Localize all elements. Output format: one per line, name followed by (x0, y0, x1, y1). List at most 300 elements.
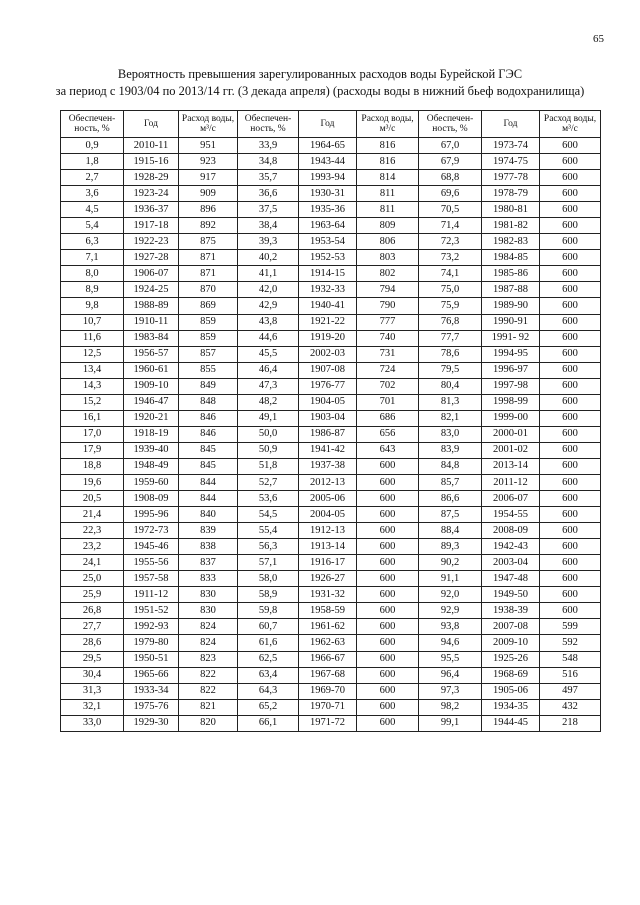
year-cell: 2000-01 (482, 426, 540, 442)
probability-cell: 65,2 (238, 699, 299, 715)
probability-cell: 68,8 (419, 170, 482, 186)
table-row (61, 250, 601, 266)
discharge-cell: 820 (179, 715, 238, 731)
year-cell: 1983-84 (124, 330, 179, 346)
year-cell: 1933-34 (124, 683, 179, 699)
discharge-cell: 811 (357, 186, 419, 202)
probability-cell: 0,9 (61, 138, 124, 154)
year-cell: 1909-10 (124, 378, 179, 394)
table-row (61, 426, 601, 442)
probability-cell: 59,8 (238, 603, 299, 619)
year-cell: 1919-20 (299, 330, 357, 346)
discharge-cell: 432 (540, 699, 601, 715)
discharge-cell: 600 (540, 474, 601, 490)
probability-cell: 58,0 (238, 571, 299, 587)
year-cell: 1929-30 (124, 715, 179, 731)
discharge-cell: 822 (179, 667, 238, 683)
probability-cell: 95,5 (419, 651, 482, 667)
year-cell: 2001-02 (482, 442, 540, 458)
year-cell: 1955-56 (124, 555, 179, 571)
year-cell: 1968-69 (482, 667, 540, 683)
probability-cell: 60,7 (238, 619, 299, 635)
year-cell: 1905-06 (482, 683, 540, 699)
year-cell: 1977-78 (482, 170, 540, 186)
table-row (61, 458, 601, 474)
year-cell: 1951-52 (124, 603, 179, 619)
year-cell: 1921-22 (299, 314, 357, 330)
probability-cell: 90,2 (419, 555, 482, 571)
year-cell: 1953-54 (299, 234, 357, 250)
year-cell: 1959-60 (124, 474, 179, 490)
discharge-cell: 809 (357, 218, 419, 234)
discharge-cell: 839 (179, 523, 238, 539)
year-cell: 1907-08 (299, 362, 357, 378)
year-cell: 1904-05 (299, 394, 357, 410)
discharge-cell: 917 (179, 170, 238, 186)
discharge-cell: 790 (357, 298, 419, 314)
probability-cell: 20,5 (61, 491, 124, 507)
discharge-cell: 600 (357, 523, 419, 539)
table-row (61, 266, 601, 282)
probability-cell: 45,5 (238, 346, 299, 362)
year-cell: 1934-35 (482, 699, 540, 715)
discharge-cell: 600 (357, 619, 419, 635)
discharge-cell: 218 (540, 715, 601, 731)
header-probability: Обеспечен-ность, % (61, 111, 124, 138)
year-cell: 1960-61 (124, 362, 179, 378)
discharge-cell: 923 (179, 154, 238, 170)
discharge-cell: 871 (179, 266, 238, 282)
discharge-cell: 803 (357, 250, 419, 266)
probability-cell: 67,9 (419, 154, 482, 170)
probability-cell: 97,3 (419, 683, 482, 699)
probability-cell: 37,5 (238, 202, 299, 218)
discharge-cell: 600 (540, 330, 601, 346)
header-discharge: Расход воды, м³/с (357, 111, 419, 138)
year-cell: 1979-80 (124, 635, 179, 651)
probability-cell: 67,0 (419, 138, 482, 154)
probability-cell: 93,8 (419, 619, 482, 635)
discharge-cell: 656 (357, 426, 419, 442)
header-year: Год (124, 111, 179, 138)
year-cell: 1991- 92 (482, 330, 540, 346)
year-cell: 1995-96 (124, 507, 179, 523)
year-cell: 1962-63 (299, 635, 357, 651)
probability-cell: 10,7 (61, 314, 124, 330)
table-row (61, 138, 601, 154)
discharge-cell: 837 (179, 555, 238, 571)
discharge-cell: 830 (179, 587, 238, 603)
header-discharge: Расход воды, м³/с (179, 111, 238, 138)
discharge-cell: 600 (357, 715, 419, 731)
table-row (61, 683, 601, 699)
discharge-cell: 600 (540, 442, 601, 458)
discharge-cell: 600 (540, 426, 601, 442)
probability-cell: 42,9 (238, 298, 299, 314)
discharge-cell: 600 (540, 394, 601, 410)
discharge-cell: 600 (357, 571, 419, 587)
document-subtitle: за период с 1903/04 по 2013/14 гг. (3 декада апреля) (расходы воды в нижний бьеф водохранилища) (55, 84, 585, 98)
year-cell: 1945-46 (124, 539, 179, 555)
probability-cell: 33,0 (61, 715, 124, 731)
year-cell: 1984-85 (482, 250, 540, 266)
table-row (61, 394, 601, 410)
discharge-cell: 830 (179, 603, 238, 619)
discharge-cell: 600 (357, 699, 419, 715)
table-row (61, 410, 601, 426)
discharge-cell: 600 (357, 683, 419, 699)
probability-cell: 14,3 (61, 378, 124, 394)
probability-cell: 91,1 (419, 571, 482, 587)
probability-cell: 75,0 (419, 282, 482, 298)
discharge-cell: 600 (540, 523, 601, 539)
probability-cell: 94,6 (419, 635, 482, 651)
discharge-cell: 777 (357, 314, 419, 330)
year-cell: 1903-04 (299, 410, 357, 426)
table-row (61, 282, 601, 298)
table-row (61, 346, 601, 362)
discharge-cell: 600 (540, 138, 601, 154)
discharge-cell: 845 (179, 458, 238, 474)
year-cell: 1966-67 (299, 651, 357, 667)
discharge-cell: 600 (540, 314, 601, 330)
year-cell: 1931-32 (299, 587, 357, 603)
discharge-cell: 548 (540, 651, 601, 667)
probability-cell: 42,0 (238, 282, 299, 298)
probability-cell: 77,7 (419, 330, 482, 346)
probability-cell: 55,4 (238, 523, 299, 539)
probability-cell: 58,9 (238, 587, 299, 603)
discharge-cell: 849 (179, 378, 238, 394)
document-title: Вероятность превышения зарегулированных расходов воды Бурейской ГЭС (117, 67, 523, 81)
discharge-cell: 814 (357, 170, 419, 186)
probability-cell: 79,5 (419, 362, 482, 378)
probability-table (60, 110, 601, 732)
discharge-cell: 833 (179, 571, 238, 587)
year-cell: 1967-68 (299, 667, 357, 683)
year-cell: 1963-64 (299, 218, 357, 234)
year-cell: 1917-18 (124, 218, 179, 234)
table-row (61, 362, 601, 378)
table-row (61, 474, 601, 490)
discharge-cell: 592 (540, 635, 601, 651)
discharge-cell: 643 (357, 442, 419, 458)
discharge-cell: 600 (540, 170, 601, 186)
year-cell: 1999-00 (482, 410, 540, 426)
table-row (61, 154, 601, 170)
probability-cell: 92,0 (419, 587, 482, 603)
discharge-cell: 600 (540, 458, 601, 474)
probability-cell: 81,3 (419, 394, 482, 410)
year-cell: 1957-58 (124, 571, 179, 587)
probability-cell: 66,1 (238, 715, 299, 731)
probability-cell: 63,4 (238, 667, 299, 683)
probability-cell: 89,3 (419, 539, 482, 555)
table-body (61, 138, 601, 732)
probability-cell: 17,0 (61, 426, 124, 442)
year-cell: 1974-75 (482, 154, 540, 170)
discharge-cell: 600 (357, 458, 419, 474)
probability-cell: 17,9 (61, 442, 124, 458)
probability-cell: 72,3 (419, 234, 482, 250)
discharge-cell: 731 (357, 346, 419, 362)
discharge-cell: 702 (357, 378, 419, 394)
probability-cell: 54,5 (238, 507, 299, 523)
table-row (61, 651, 601, 667)
table-row (61, 442, 601, 458)
probability-cell: 84,8 (419, 458, 482, 474)
probability-cell: 92,9 (419, 603, 482, 619)
year-cell: 2005-06 (299, 491, 357, 507)
year-cell: 1912-13 (299, 523, 357, 539)
discharge-cell: 600 (540, 234, 601, 250)
discharge-cell: 848 (179, 394, 238, 410)
probability-cell: 12,5 (61, 346, 124, 362)
probability-cell: 19,6 (61, 474, 124, 490)
probability-cell: 52,7 (238, 474, 299, 490)
probability-cell: 70,5 (419, 202, 482, 218)
probability-cell: 30,4 (61, 667, 124, 683)
probability-cell: 61,6 (238, 635, 299, 651)
probability-cell: 56,3 (238, 539, 299, 555)
table-row (61, 170, 601, 186)
year-cell: 1916-17 (299, 555, 357, 571)
discharge-cell: 600 (540, 202, 601, 218)
discharge-cell: 600 (357, 555, 419, 571)
probability-cell: 16,1 (61, 410, 124, 426)
discharge-cell: 600 (540, 539, 601, 555)
table-row (61, 619, 601, 635)
discharge-cell: 600 (540, 154, 601, 170)
discharge-cell: 821 (179, 699, 238, 715)
year-cell: 1975-76 (124, 699, 179, 715)
year-cell: 1913-14 (299, 539, 357, 555)
year-cell: 1939-40 (124, 442, 179, 458)
year-cell: 1992-93 (124, 619, 179, 635)
probability-cell: 7,1 (61, 250, 124, 266)
discharge-cell: 846 (179, 426, 238, 442)
year-cell: 1997-98 (482, 378, 540, 394)
table-row (61, 234, 601, 250)
discharge-cell: 600 (357, 587, 419, 603)
year-cell: 2004-05 (299, 507, 357, 523)
year-cell: 1985-86 (482, 266, 540, 282)
discharge-cell: 600 (540, 587, 601, 603)
year-cell: 1935-36 (299, 202, 357, 218)
probability-cell: 57,1 (238, 555, 299, 571)
year-cell: 1947-48 (482, 571, 540, 587)
year-cell: 1906-07 (124, 266, 179, 282)
table-row (61, 298, 601, 314)
year-cell: 1989-90 (482, 298, 540, 314)
discharge-cell: 600 (540, 282, 601, 298)
year-cell: 2010-11 (124, 138, 179, 154)
probability-cell: 32,1 (61, 699, 124, 715)
table-row (61, 699, 601, 715)
table-row (61, 491, 601, 507)
probability-cell: 25,0 (61, 571, 124, 587)
year-cell: 1972-73 (124, 523, 179, 539)
year-cell: 1946-47 (124, 394, 179, 410)
year-cell: 1936-37 (124, 202, 179, 218)
probability-cell: 87,5 (419, 507, 482, 523)
year-cell: 1961-62 (299, 619, 357, 635)
year-cell: 2012-13 (299, 474, 357, 490)
discharge-cell: 859 (179, 314, 238, 330)
probability-cell: 26,8 (61, 603, 124, 619)
probability-cell: 69,6 (419, 186, 482, 202)
probability-cell: 3,6 (61, 186, 124, 202)
header-year: Год (299, 111, 357, 138)
year-cell: 2008-09 (482, 523, 540, 539)
year-cell: 1924-25 (124, 282, 179, 298)
year-cell: 1918-19 (124, 426, 179, 442)
discharge-cell: 870 (179, 282, 238, 298)
table-row (61, 667, 601, 683)
year-cell: 1915-16 (124, 154, 179, 170)
discharge-cell: 844 (179, 474, 238, 490)
year-cell: 1988-89 (124, 298, 179, 314)
discharge-cell: 686 (357, 410, 419, 426)
year-cell: 1969-70 (299, 683, 357, 699)
probability-cell: 21,4 (61, 507, 124, 523)
probability-cell: 86,6 (419, 491, 482, 507)
probability-cell: 82,1 (419, 410, 482, 426)
discharge-cell: 600 (357, 539, 419, 555)
year-cell: 1978-79 (482, 186, 540, 202)
discharge-cell: 600 (540, 378, 601, 394)
probability-cell: 83,9 (419, 442, 482, 458)
probability-cell: 9,8 (61, 298, 124, 314)
probability-cell: 88,4 (419, 523, 482, 539)
year-cell: 1964-65 (299, 138, 357, 154)
probability-cell: 2,7 (61, 170, 124, 186)
probability-cell: 96,4 (419, 667, 482, 683)
discharge-cell: 600 (357, 635, 419, 651)
table-row (61, 378, 601, 394)
year-cell: 1926-27 (299, 571, 357, 587)
discharge-cell: 600 (540, 507, 601, 523)
discharge-cell: 701 (357, 394, 419, 410)
year-cell: 1970-71 (299, 699, 357, 715)
probability-cell: 46,4 (238, 362, 299, 378)
year-cell: 1910-11 (124, 314, 179, 330)
year-cell: 1908-09 (124, 491, 179, 507)
probability-cell: 23,2 (61, 539, 124, 555)
discharge-cell: 822 (179, 683, 238, 699)
year-cell: 1938-39 (482, 603, 540, 619)
table-row (61, 635, 601, 651)
year-cell: 1971-72 (299, 715, 357, 731)
discharge-cell: 516 (540, 667, 601, 683)
table-row (61, 507, 601, 523)
probability-cell: 62,5 (238, 651, 299, 667)
probability-cell: 1,8 (61, 154, 124, 170)
discharge-cell: 802 (357, 266, 419, 282)
discharge-cell: 600 (540, 491, 601, 507)
discharge-cell: 740 (357, 330, 419, 346)
discharge-cell: 816 (357, 138, 419, 154)
discharge-cell: 824 (179, 635, 238, 651)
year-cell: 2013-14 (482, 458, 540, 474)
probability-cell: 51,8 (238, 458, 299, 474)
year-cell: 1920-21 (124, 410, 179, 426)
year-cell: 1980-81 (482, 202, 540, 218)
probability-cell: 38,4 (238, 218, 299, 234)
probability-cell: 80,4 (419, 378, 482, 394)
discharge-cell: 811 (357, 202, 419, 218)
discharge-cell: 600 (540, 571, 601, 587)
year-cell: 1986-87 (299, 426, 357, 442)
discharge-cell: 875 (179, 234, 238, 250)
year-cell: 2007-08 (482, 619, 540, 635)
year-cell: 1932-33 (299, 282, 357, 298)
year-cell: 2009-10 (482, 635, 540, 651)
year-cell: 1911-12 (124, 587, 179, 603)
probability-cell: 11,6 (61, 330, 124, 346)
probability-cell: 49,1 (238, 410, 299, 426)
table-row (61, 571, 601, 587)
probability-cell: 8,0 (61, 266, 124, 282)
discharge-cell: 846 (179, 410, 238, 426)
discharge-cell: 600 (540, 346, 601, 362)
header-probability: Обеспечен-ность, % (419, 111, 482, 138)
year-cell: 1998-99 (482, 394, 540, 410)
discharge-cell: 600 (357, 603, 419, 619)
discharge-cell: 794 (357, 282, 419, 298)
year-cell: 2003-04 (482, 555, 540, 571)
discharge-cell: 806 (357, 234, 419, 250)
year-cell: 1976-77 (299, 378, 357, 394)
year-cell: 1990-91 (482, 314, 540, 330)
table-row (61, 715, 601, 731)
probability-cell: 5,4 (61, 218, 124, 234)
probability-cell: 43,8 (238, 314, 299, 330)
probability-cell: 78,6 (419, 346, 482, 362)
header-year: Год (482, 111, 540, 138)
discharge-cell: 869 (179, 298, 238, 314)
header-discharge: Расход воды, м³/с (540, 111, 601, 138)
table-row (61, 314, 601, 330)
discharge-cell: 600 (540, 555, 601, 571)
year-cell: 1943-44 (299, 154, 357, 170)
discharge-cell: 600 (540, 266, 601, 282)
discharge-cell: 599 (540, 619, 601, 635)
discharge-cell: 600 (357, 651, 419, 667)
year-cell: 1937-38 (299, 458, 357, 474)
probability-cell: 50,9 (238, 442, 299, 458)
discharge-cell: 600 (357, 667, 419, 683)
probability-cell: 47,3 (238, 378, 299, 394)
probability-cell: 25,9 (61, 587, 124, 603)
table-row (61, 330, 601, 346)
year-cell: 1949-50 (482, 587, 540, 603)
discharge-cell: 951 (179, 138, 238, 154)
probability-cell: 39,3 (238, 234, 299, 250)
discharge-cell: 600 (540, 603, 601, 619)
discharge-cell: 816 (357, 154, 419, 170)
table-row (61, 555, 601, 571)
discharge-cell: 724 (357, 362, 419, 378)
probability-cell: 24,1 (61, 555, 124, 571)
year-cell: 1948-49 (124, 458, 179, 474)
probability-cell: 64,3 (238, 683, 299, 699)
year-cell: 1927-28 (124, 250, 179, 266)
probability-cell: 99,1 (419, 715, 482, 731)
probability-cell: 75,9 (419, 298, 482, 314)
probability-cell: 15,2 (61, 394, 124, 410)
year-cell: 1941-42 (299, 442, 357, 458)
